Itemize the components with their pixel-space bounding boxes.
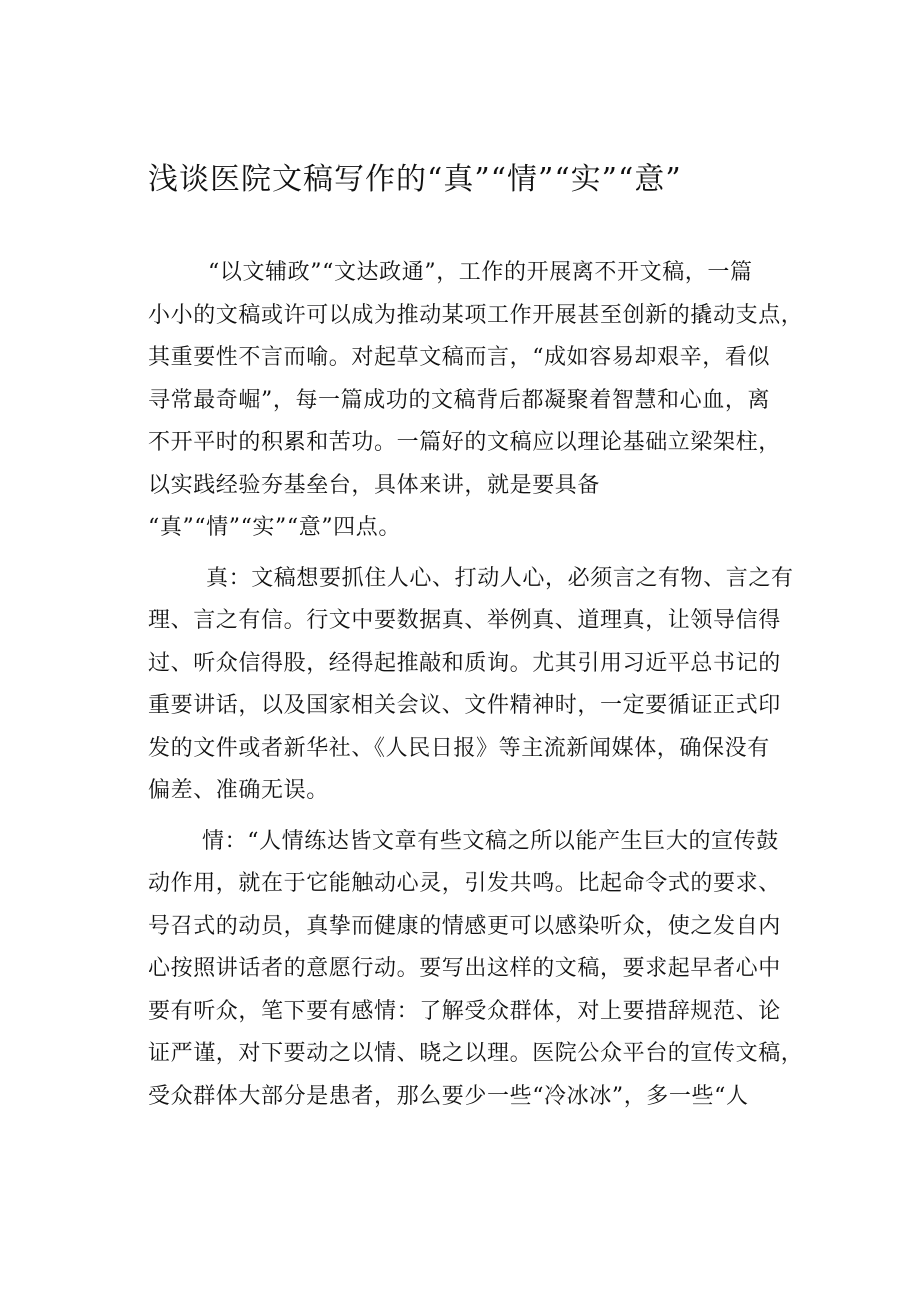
paragraph-line: 号召式的动员，真挚而健康的情感更可以感染听众，使之发自内 bbox=[148, 913, 781, 939]
paragraph-line: 要有听众，笔下要有感情：了解受众群体，对上要措辞规范、论 bbox=[148, 998, 781, 1024]
paragraph-line: 受众群体大部分是患者，那么要少一些“冷冰冰”，多一些“人 bbox=[148, 1083, 749, 1109]
paragraph-line: 发的文件或者新华社、《人民日报》等主流新闻媒体，确保没有 bbox=[148, 735, 770, 761]
paragraph-line: 不开平时的积累和苦功。一篇好的文稿应以理论基础立梁架柱， bbox=[148, 430, 781, 455]
paragraph-line: 其重要性不言而喻。对起草文稿而言，“成如容易却艰辛，看似 bbox=[148, 345, 771, 370]
paragraph-line: 真：文稿想要抓住人心、打动人心，必须言之有物、言之有 bbox=[206, 565, 794, 591]
paragraph-line: 动作用，就在于它能触动心灵，引发共鸣。比起命令式的要求、 bbox=[148, 871, 781, 896]
paragraph-line: “真”“情”“实”“意”四点。 bbox=[148, 515, 401, 540]
paragraph-zhen bbox=[148, 558, 808, 813]
paragraph-line: 理、言之有信。行文中要数据真、举例真、道理真，让领导信得 bbox=[148, 608, 781, 633]
document-title: 浅谈医院文稿写作的“真”“情”“实”“意” bbox=[148, 162, 682, 197]
paragraph-intro bbox=[148, 252, 808, 550]
document-body bbox=[148, 252, 808, 1118]
paragraph-qing bbox=[148, 821, 808, 1119]
paragraph-line: 以实践经验夯基垒台，具体来讲，就是要具备 bbox=[148, 472, 601, 498]
paragraph-line: 情：“人情练达皆文章有些文稿之所以能产生巨大的宣传鼓 bbox=[202, 828, 779, 854]
paragraph-line: “以文辅政”“文达政通”，工作的开展离不开文稿，一篇 bbox=[208, 260, 753, 285]
paragraph-line: 过、听众信得股，经得起推敲和质询。尤其引用习近平总书记的 bbox=[148, 650, 781, 676]
paragraph-line: 心按照讲话者的意愿行动。要写出这样的文稿，要求起早者心中 bbox=[148, 956, 781, 981]
paragraph-line: 寻常最奇崛”，每一篇成功的文稿背后都凝聚着智慧和心血，离 bbox=[148, 387, 771, 413]
paragraph-line: 重要讲话，以及国家相关会议、文件精神时，一定要循证正式印 bbox=[148, 693, 781, 718]
paragraph-line: 小小的文稿或许可以成为推动某项工作开展甚至创新的撬动支点， bbox=[148, 302, 804, 328]
paragraph-line: 偏差、准确无误。 bbox=[148, 778, 329, 803]
paragraph-line: 证严谨，对下要动之以情、晓之以理。医院公众平台的宣传文稿， bbox=[148, 1041, 804, 1066]
